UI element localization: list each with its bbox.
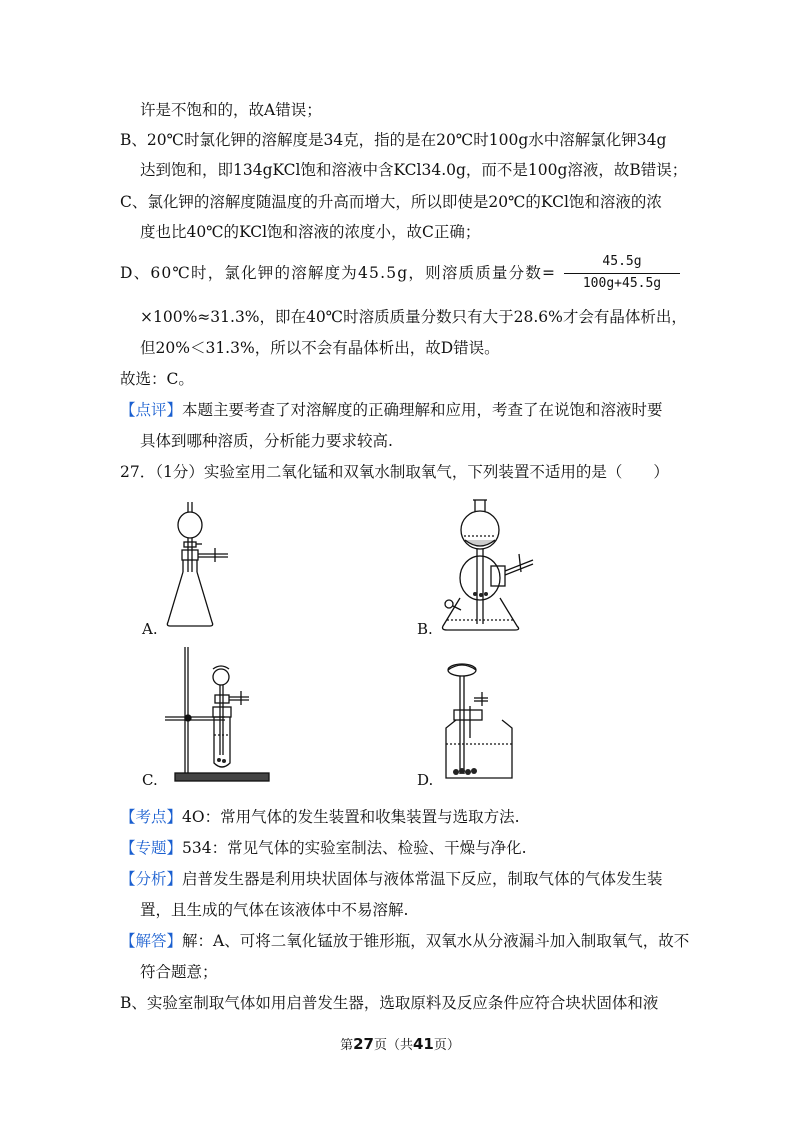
text-line: B、实验室制取气体如用启普发生器，选取原料及反应条件应符合块状固体和液 bbox=[120, 994, 659, 1012]
text-line: B、20℃时氯化钾的溶解度是34克，指的是在20℃时100g水中溶解氯化钾34g bbox=[120, 131, 667, 149]
text-line: C、氯化钾的溶解度随温度的升高而增大，所以即使是20℃的KCl饱和溶液的浓 bbox=[120, 193, 662, 211]
option-label-b: B. bbox=[417, 620, 433, 638]
option-label-c: C. bbox=[142, 771, 158, 789]
page-footer bbox=[0, 1034, 800, 1053]
question-line: 27．（1分）实验室用二氧化锰和双氧水制取氧气，下列装置不适用的是（ ） bbox=[120, 463, 669, 481]
fenxi-line: 置，且生成的气体在该液体中不易溶解. bbox=[140, 901, 409, 919]
text-line: ×100%≈31.3%，即在40℃时溶质质量分数只有大于28.6%才会有晶体析出， bbox=[140, 308, 687, 326]
text-line: 度也比40℃的KCl饱和溶液的浓度小，故C正确； bbox=[140, 223, 481, 241]
footer-total-pages: 41 bbox=[413, 1035, 434, 1053]
apparatus-a-diagram bbox=[160, 500, 240, 635]
comment-line bbox=[120, 400, 663, 420]
comment-text: 本题主要考查了对溶解度的正确理解和应用，考查了在说饱和溶液时要 bbox=[182, 401, 663, 419]
jieda-line bbox=[120, 931, 689, 951]
fenxi-line bbox=[120, 869, 663, 889]
apparatus-d-diagram bbox=[440, 658, 520, 783]
kaodian-line bbox=[120, 807, 520, 827]
fraction-denominator: 100g+45.5g bbox=[582, 276, 662, 291]
comment-tag: 【点评】 bbox=[120, 401, 183, 419]
fraction-bar bbox=[564, 273, 680, 274]
zhuanti-tag: 【专题】 bbox=[120, 839, 183, 857]
footer-suffix: 页） bbox=[433, 1038, 460, 1053]
zhuanti-text: 534：常见气体的实验室制法、检验、干燥与净化. bbox=[182, 839, 527, 857]
fraction bbox=[564, 254, 680, 294]
kaodian-tag: 【考点】 bbox=[120, 808, 183, 826]
footer-mid: 页（共 bbox=[373, 1038, 413, 1053]
zhuanti-line bbox=[120, 838, 527, 858]
text-line: 许是不饱和的，故A错误； bbox=[140, 101, 322, 119]
fenxi-tag: 【分析】 bbox=[120, 870, 183, 888]
fenxi-text: 启普发生器是利用块状固体与液体常温下反应，制取气体的气体发生装 bbox=[182, 870, 663, 888]
text-line: 但20%＜31.3%，所以不会有晶体析出，故D错误。 bbox=[140, 339, 500, 357]
jieda-tag: 【解答】 bbox=[120, 932, 183, 950]
kaodian-text: 4O：常用气体的发生装置和收集装置与选取方法. bbox=[182, 808, 520, 826]
footer-page-number: 27 bbox=[353, 1035, 374, 1053]
option-label-d: D. bbox=[417, 771, 434, 789]
apparatus-c-diagram bbox=[165, 645, 275, 785]
fraction-numerator: 45.5g bbox=[602, 254, 642, 269]
comment-line: 具体到哪种溶质，分析能力要求较高. bbox=[140, 432, 393, 450]
option-label-a: A. bbox=[142, 620, 158, 638]
footer-prefix: 第 bbox=[340, 1038, 354, 1053]
jieda-text: 解：A、可将二氧化锰放于锥形瓶，双氧水从分液漏斗加入制取氧气，故不 bbox=[182, 932, 690, 950]
jieda-line: 符合题意； bbox=[140, 963, 218, 981]
answer-line: 故选：C。 bbox=[120, 370, 194, 388]
text-line: D、60℃时，氯化钾的溶解度为45.5g，则溶质质量分数= bbox=[120, 264, 557, 282]
apparatus-b-diagram bbox=[435, 498, 555, 634]
text-line: 达到饱和，即134gKCl饱和溶液中含KCl34.0g，而不是100g溶液，故B错误； bbox=[140, 161, 688, 179]
